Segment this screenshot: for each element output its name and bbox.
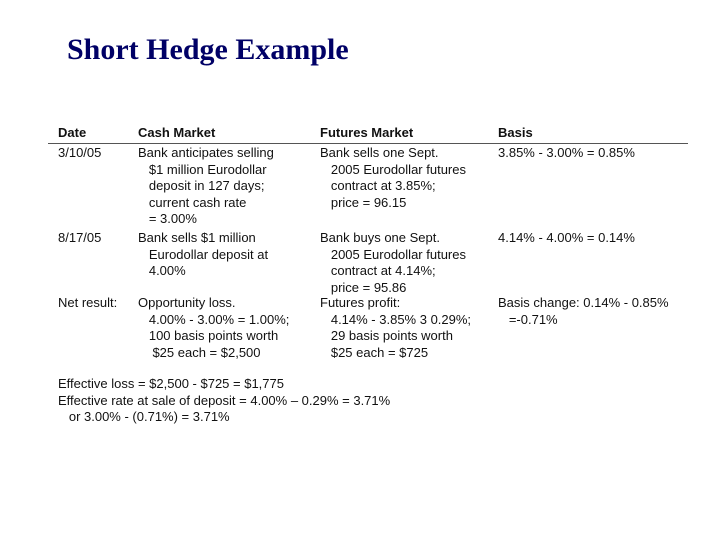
row-3-futures-line: $25 each = $725 [320, 344, 429, 360]
row-2-futures-line: 2005 Eurodollar futures [320, 246, 466, 262]
row-3-date-text: Net result: [58, 295, 118, 310]
column-header-futures-market: Futures Market [320, 125, 414, 140]
row-3-futures-line: 29 basis points worth [320, 328, 453, 343]
row-1-cash-line: current cash rate [138, 194, 247, 210]
row-2-basis [498, 230, 635, 247]
row-3-basis [498, 295, 669, 328]
row-3-cash-line: 100 basis points worth [138, 328, 279, 343]
row-1-cash-line: $1 million Eurodollar [138, 161, 267, 177]
row-3-cash-line: $25 each = $2,500 [138, 344, 261, 360]
row-1-futures-market [320, 145, 466, 211]
summary-line: Effective loss = $2,500 - $725 = $1,775 [58, 376, 284, 391]
row-2-cash-line: Eurodollar deposit at [138, 246, 269, 262]
row-3-futures-line: 4.14% - 3.85% 3 0.29%; [320, 311, 472, 327]
row-2-futures-line: Bank buys one Sept. [320, 230, 440, 245]
column-header-date: Date [58, 125, 87, 140]
row-2-date [58, 230, 101, 247]
slide-title: Short Hedge Example [67, 33, 349, 66]
row-3-cash-line: Opportunity loss. [138, 295, 236, 310]
row-3-date [58, 295, 117, 312]
row-1-date-text: 3/10/05 [58, 145, 102, 160]
row-3-basis-line: =-0.71% [498, 311, 558, 327]
row-2-date-text: 8/17/05 [58, 230, 102, 245]
row-1-futures-line: 2005 Eurodollar futures [320, 161, 466, 177]
row-1-basis [498, 145, 635, 162]
row-2-cash-line: Bank sells $1 million [138, 230, 256, 245]
row-1-futures-line: price = 96.15 [320, 194, 407, 210]
row-1-cash-line: = 3.00% [138, 211, 197, 226]
row-1-futures-line: contract at 3.85%; [320, 178, 436, 193]
column-header-cash-market: Cash Market [138, 125, 216, 140]
row-2-basis-line: 4.14% - 4.00% = 0.14% [498, 230, 635, 245]
summary [58, 376, 390, 426]
row-1-cash-market [138, 145, 274, 228]
row-1-cash-line: Bank anticipates selling [138, 145, 274, 160]
summary-line: Effective rate at sale of deposit = 4.00% – 0.29% = 3.71% [58, 392, 391, 408]
row-2-futures-line: contract at 4.14%; [320, 263, 436, 278]
row-2-cash-line: 4.00% [138, 263, 186, 278]
row-3-futures-market [320, 295, 471, 361]
summary-line: or 3.00% - (0.71%) = 3.71% [58, 409, 230, 424]
row-3-basis-line: Basis change: 0.14% - 0.85% [498, 295, 669, 310]
row-3-cash-market [138, 295, 289, 361]
hedge-table [48, 125, 688, 425]
row-3-cash-line: 4.00% - 3.00% = 1.00%; [138, 311, 290, 327]
row-3-futures-line: Futures profit: [320, 295, 401, 310]
row-2-cash-market [138, 230, 268, 280]
header-divider [48, 143, 688, 144]
row-1-date [58, 145, 101, 162]
row-1-basis-line: 3.85% - 3.00% = 0.85% [498, 145, 635, 160]
row-1-cash-line: deposit in 127 days; [138, 178, 265, 193]
row-1-futures-line: Bank sells one Sept. [320, 145, 439, 160]
row-2-futures-line: price = 95.86 [320, 279, 407, 295]
column-header-basis: Basis [498, 125, 533, 140]
row-2-futures-market [320, 230, 466, 296]
